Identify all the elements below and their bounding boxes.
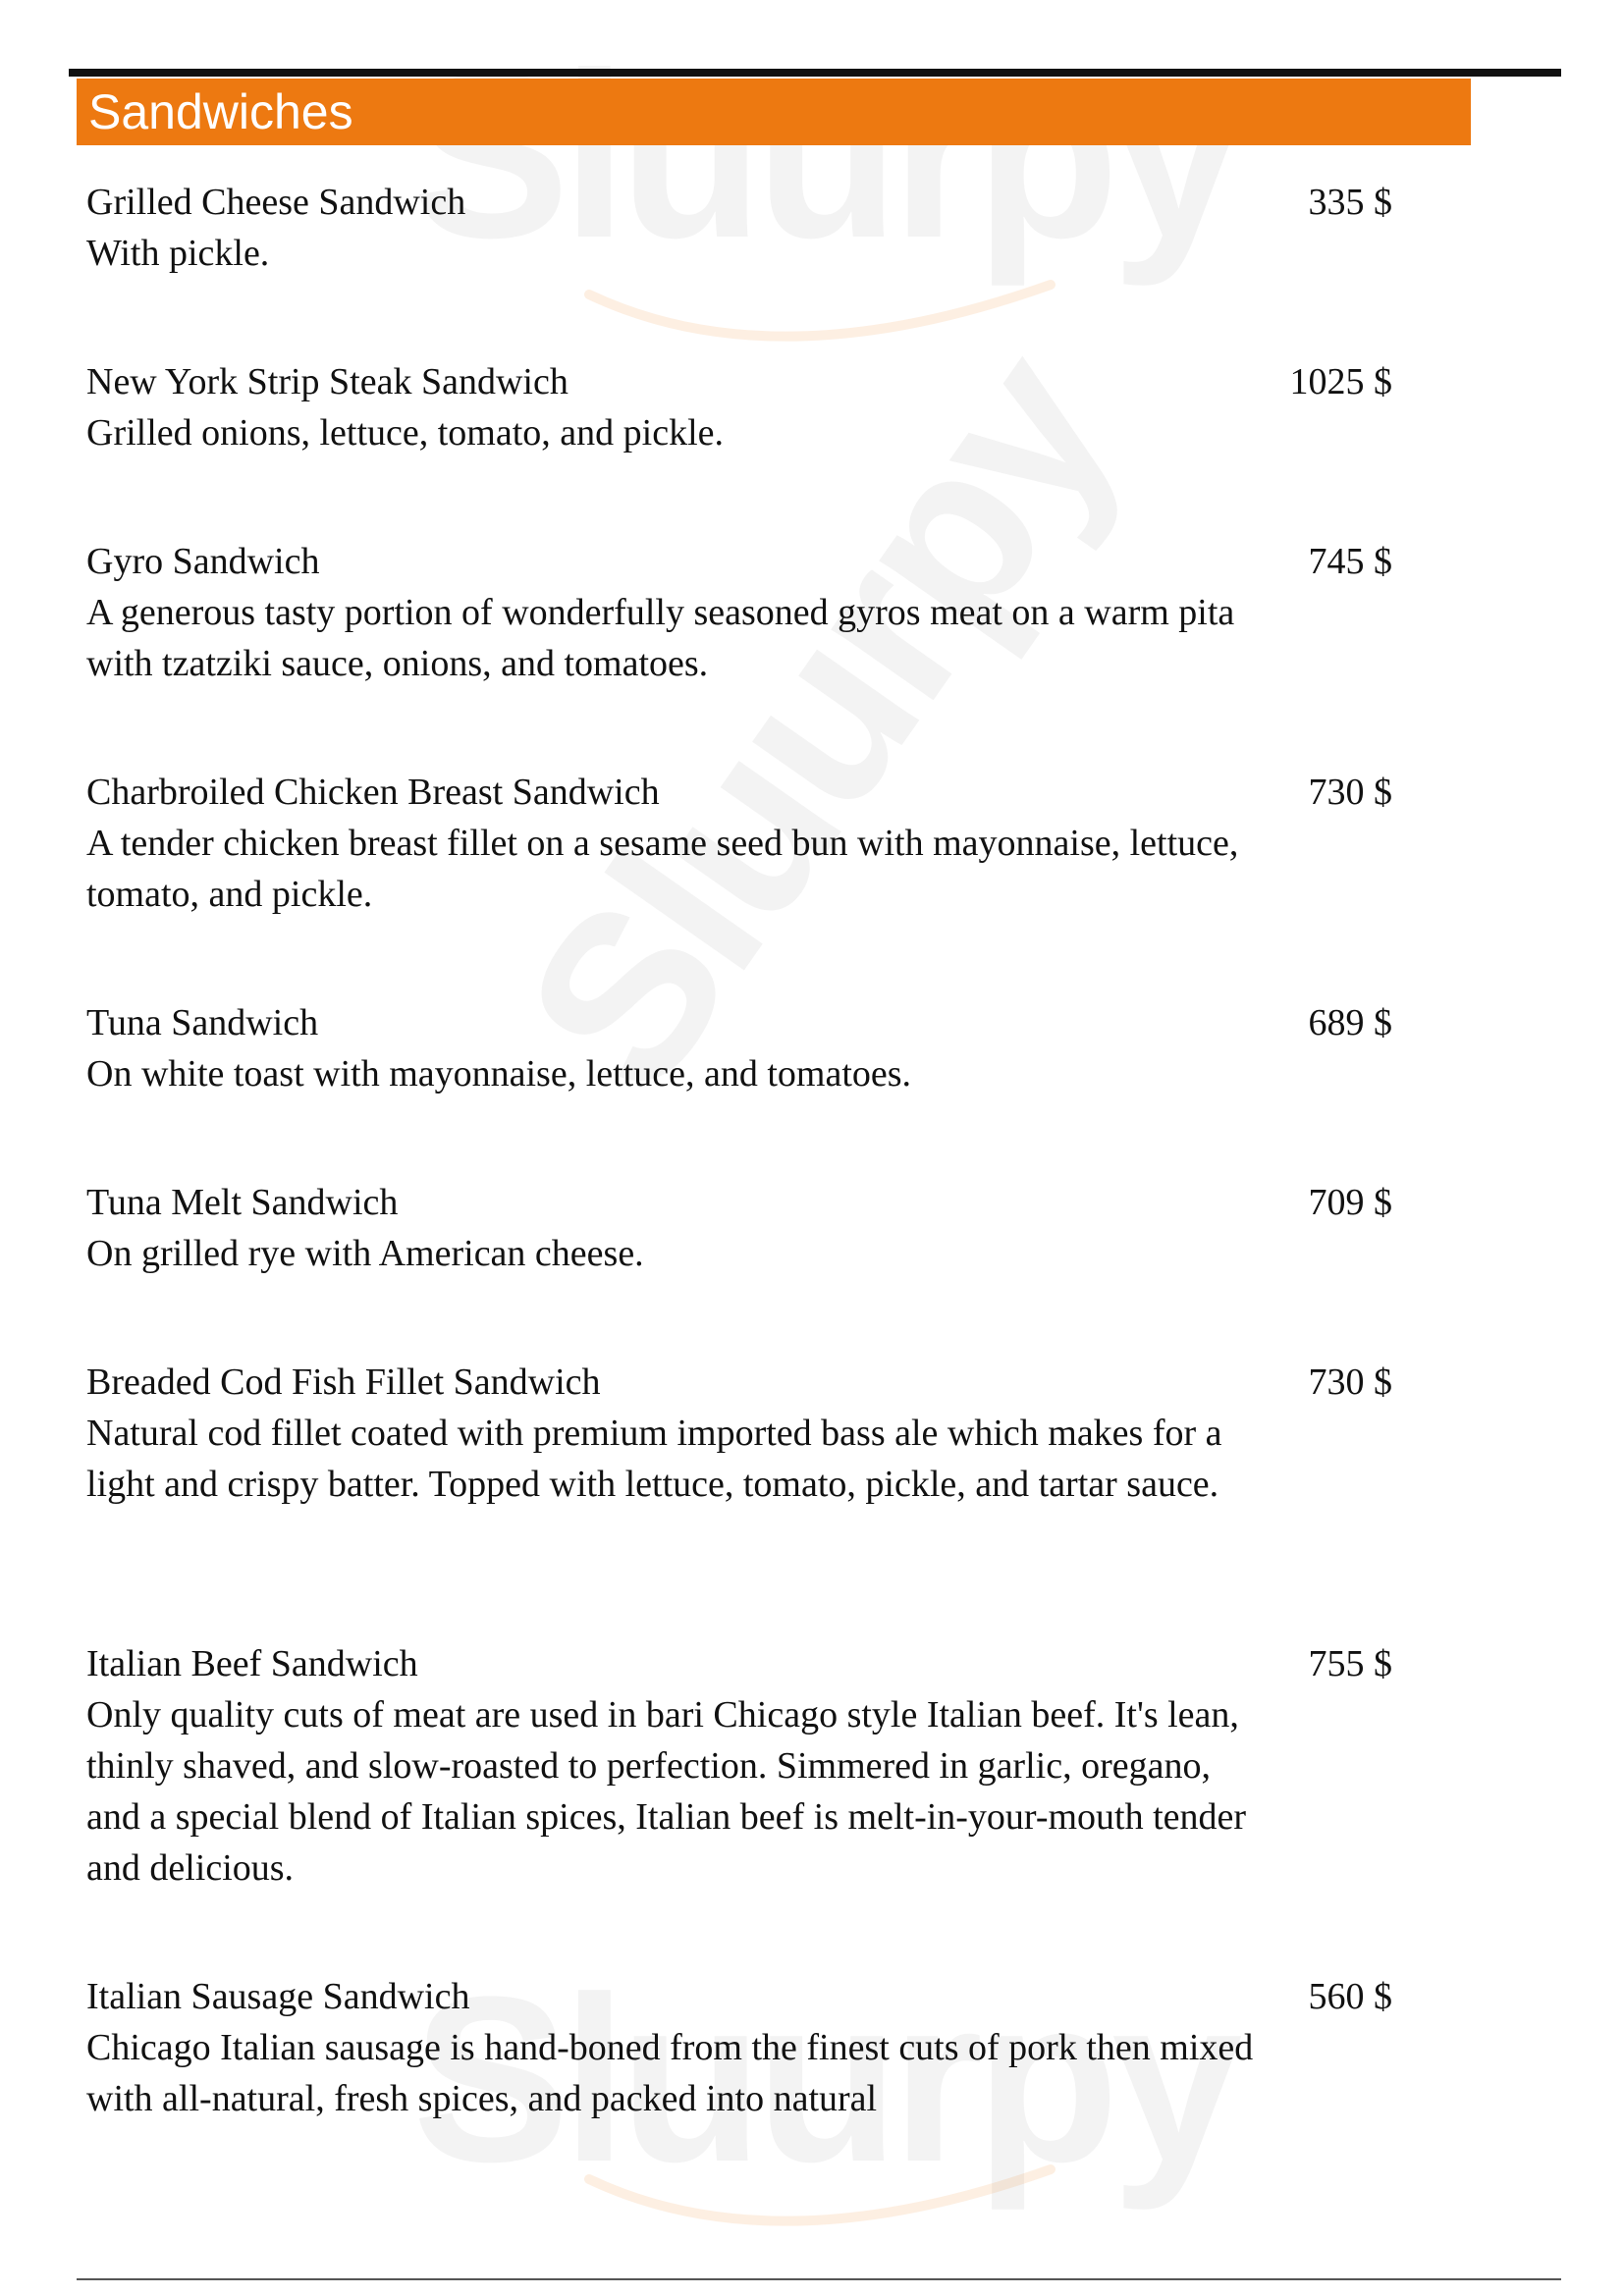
item-price: 730 $ (1308, 772, 1392, 813)
item-price: 689 $ (1308, 1002, 1392, 1043)
watermark-swoosh-icon (579, 2150, 1090, 2258)
item-price: 560 $ (1308, 1976, 1392, 2017)
section-title: Sandwiches (88, 84, 353, 139)
menu-item (86, 1357, 1392, 1510)
section-header (77, 79, 1471, 145)
menu-item (86, 767, 1392, 920)
item-price: 745 $ (1308, 541, 1392, 582)
menu-item (86, 997, 1392, 1099)
item-name: Italian Sausage Sandwich (86, 1976, 470, 2017)
item-name: Italian Beef Sandwich (86, 1643, 418, 1684)
menu-item (86, 536, 1392, 689)
item-price: 335 $ (1308, 182, 1392, 223)
item-price: 1025 $ (1289, 361, 1392, 402)
menu-item (86, 1177, 1392, 1279)
bottom-rule (77, 2278, 1561, 2280)
menu-item (86, 177, 1392, 279)
item-name: Breaded Cod Fish Fillet Sandwich (86, 1362, 601, 1403)
item-description: On grilled rye with American cheese. (86, 1233, 644, 1274)
item-description: A tender chicken breast fillet on a sesame seed bun with mayonnaise, lettuce, tomato, and pickle. (86, 823, 1239, 915)
item-description: Natural cod fillet coated with premium imported bass ale which makes for a light and crispy batter. Topped with lettuce, tomato, pickle, and tartar sauce. (86, 1413, 1222, 1505)
item-name: Gyro Sandwich (86, 541, 320, 582)
item-description: Grilled onions, lettuce, tomato, and pickle. (86, 412, 725, 454)
item-description: With pickle. (86, 233, 270, 274)
item-description: On white toast with mayonnaise, lettuce, and tomatoes. (86, 1053, 912, 1095)
menu-item (86, 1971, 1392, 2124)
item-price: 709 $ (1308, 1182, 1392, 1223)
item-name: Tuna Melt Sandwich (86, 1182, 399, 1223)
item-name: Charbroiled Chicken Breast Sandwich (86, 772, 660, 813)
menu-item (86, 356, 1392, 458)
item-name: Grilled Cheese Sandwich (86, 182, 466, 223)
item-description: Chicago Italian sausage is hand-boned from the finest cuts of pork then mixed with all-natural, fresh spices, and packed into natural (86, 2027, 1254, 2119)
item-description: A generous tasty portion of wonderfully seasoned gyros meat on a warm pita with tzatziki sauce, onions, and tomatoes. (86, 592, 1235, 684)
menu-item (86, 1638, 1392, 1894)
item-name: New York Strip Steak Sandwich (86, 361, 568, 402)
item-price: 730 $ (1308, 1362, 1392, 1403)
item-name: Tuna Sandwich (86, 1002, 319, 1043)
top-rule (69, 69, 1561, 77)
item-description: Only quality cuts of meat are used in bari Chicago style Italian beef. It's lean, thinly shaved, and slow-roasted to perfection. Simmered in garlic, oregano, and a special blend of Italian spices, Italian beef is melt-in-your-mouth tender and delicious. (86, 1694, 1247, 1889)
item-price: 755 $ (1308, 1643, 1392, 1684)
